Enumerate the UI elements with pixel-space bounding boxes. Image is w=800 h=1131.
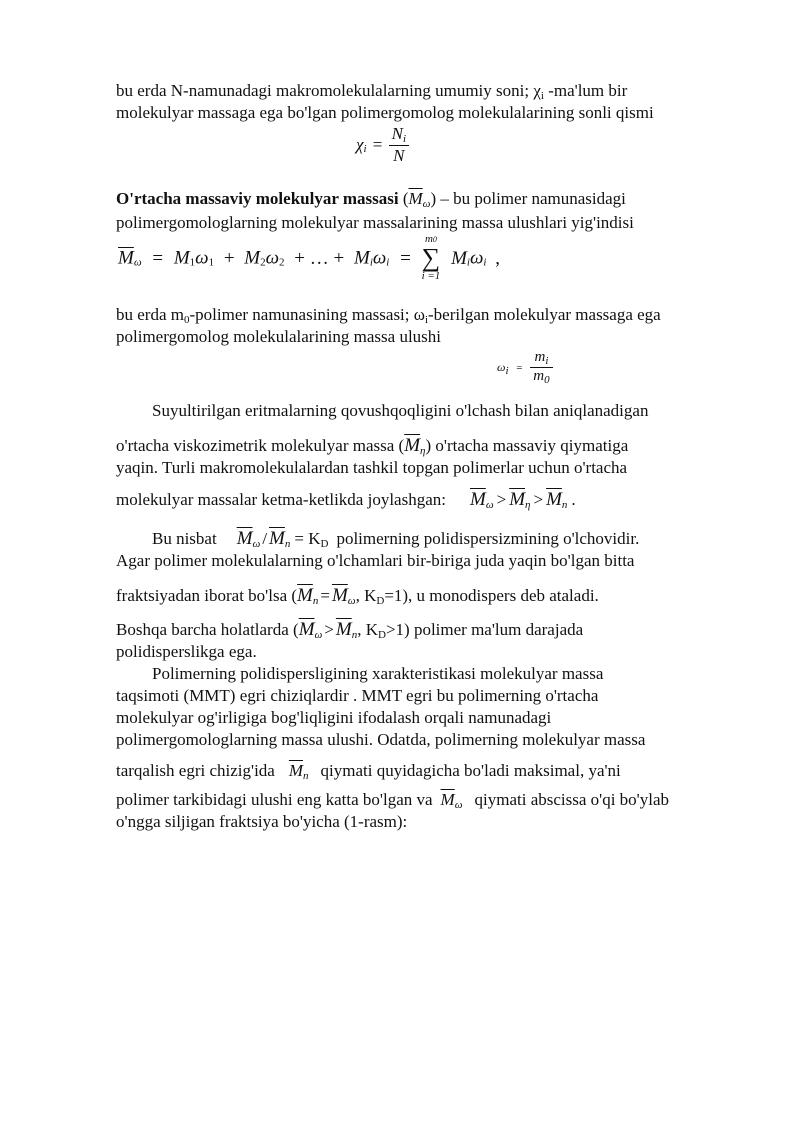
subscript: 1	[189, 256, 196, 269]
formula-symbol: ω	[497, 360, 506, 374]
bold-term: O'rtacha massaviy molekulyar massasi	[116, 189, 399, 208]
formula-symbol: $\overline{M}$	[440, 790, 455, 809]
text-span: o'rtacha viskozimetrik molekulyar massa (	[116, 436, 405, 455]
text-span: molekulyar massalar ketma-ketlikda joylashgan:	[116, 490, 446, 509]
sum-lower-limit: i =1	[421, 270, 441, 282]
summation	[422, 234, 441, 282]
ellipsis: + … +	[294, 247, 345, 269]
subscript: ω	[347, 595, 356, 607]
formula-symbol: $\overline{M}$	[288, 761, 304, 780]
text-line	[116, 102, 654, 124]
subscript: n	[303, 770, 309, 782]
equals-sign: =	[152, 247, 164, 269]
text-span: o'ngga siljigan fraktsiya bo'yicha (1-rasm):	[116, 812, 408, 831]
subscript: 0	[544, 374, 550, 386]
formula-symbol: m	[534, 349, 546, 365]
text-line	[116, 729, 645, 751]
text-line	[116, 550, 634, 572]
formula-symbol: $\overline{M}$	[297, 585, 313, 606]
text-span: (	[398, 189, 409, 208]
text-line	[116, 641, 257, 663]
formula-symbol: $\overline{M}$	[269, 528, 285, 549]
subscript: i	[402, 133, 407, 145]
formula-symbol: $\overline{M}$	[331, 585, 348, 606]
formula-omega	[497, 349, 553, 386]
text-span: -polimer namunasining massasi; ω	[189, 305, 425, 324]
text-span: -ma'lum bir	[543, 81, 628, 100]
subscript: ω	[422, 198, 431, 210]
text-span: Bu nisbat	[152, 529, 217, 548]
text-span: fraktsiyadan iborat bo'lsa (	[116, 586, 298, 605]
text-span: , K	[357, 620, 378, 639]
formula-symbol: M	[353, 247, 370, 269]
text-span: Polimerning polidispersligining xarakteristikasi molekulyar massa	[152, 664, 604, 683]
text-span: polimergomolog molekulalarining massa ulushi	[116, 327, 442, 346]
subscript: n	[351, 629, 358, 641]
subscript: i	[363, 142, 367, 155]
subscript: 0	[183, 314, 190, 326]
subscript: i	[369, 256, 373, 269]
subscript: i	[505, 364, 509, 377]
text-line	[116, 811, 407, 833]
subscript: 1	[208, 256, 215, 269]
subscript: i	[545, 355, 549, 367]
text-line	[116, 489, 576, 516]
equals-sign: =	[372, 135, 383, 154]
formula-chi	[356, 124, 409, 166]
text-span: Suyultirilgan eritmalarning qovushqoqligini o'lchash bilan aniqlanadigan	[152, 401, 649, 420]
text-span: qiymati abscissa o'qi bo'ylab	[474, 790, 670, 809]
subscript: n	[284, 538, 291, 550]
text-span: -berilgan molekulyar massaga ega	[428, 305, 661, 324]
formula-symbol: ω	[372, 247, 387, 269]
text-line	[116, 760, 621, 787]
formula-symbol: M	[451, 247, 467, 269]
text-span: polimerning polidispersizmining o'lchovidir.	[336, 529, 640, 548]
fraction	[530, 349, 552, 386]
slash: /	[262, 529, 268, 548]
text-span: Boshqa barcha holatlarda (	[116, 620, 299, 639]
equals-sign: =	[400, 247, 411, 269]
text-line	[116, 212, 634, 234]
text-span: molekulyar og'irligiga bog'liqligini ifodalash orqali namunadagi	[116, 708, 552, 727]
text-span: molekulyar massaga ega bo'lgan polimergomolog molekulalarining sonli qismi	[116, 103, 654, 122]
numerator	[389, 124, 409, 146]
denominator: N	[393, 146, 405, 165]
text-line	[152, 400, 648, 422]
text-span: = K	[294, 529, 321, 548]
subscript: i	[466, 256, 470, 269]
subscript: 2	[260, 256, 266, 269]
text-span: taqsimoti (MMT) egri chiziqlardir . MMT egri bu polimerning o'rtacha	[116, 686, 599, 705]
text-span: qiymati quyidagicha bo'ladi maksimal, ya'ni	[320, 761, 621, 780]
formula-symbol: M	[244, 247, 261, 269]
text-span: yaqin. Turli makromolekulalardan tashkil topgan polimerlar uchun o'rtacha	[116, 458, 628, 477]
text-line	[116, 457, 627, 479]
formula-symbol: $\overline{M}$	[509, 489, 526, 510]
text-span: bu erda m	[116, 305, 184, 324]
sigma-icon: ∑	[421, 243, 441, 272]
formula-symbol: $\overline{M}$	[546, 489, 562, 510]
subscript: n	[561, 499, 568, 511]
text-line	[116, 707, 551, 729]
text-span: Agar polimer molekulalarning o'lchamlari bir-biriga juda yaqin bo'lgan bitta	[116, 551, 635, 570]
subscript: η	[420, 445, 426, 457]
text-span: polimergomologlarning molekulyar massalarining massa ulushlari yig'indisi	[116, 213, 634, 232]
plus-sign: +	[223, 247, 235, 269]
subscript: i	[483, 256, 487, 269]
denominator	[530, 368, 552, 386]
subscript: η	[525, 499, 531, 511]
text-line	[116, 685, 598, 707]
subscript: n	[312, 595, 319, 607]
subscript: D	[320, 538, 329, 550]
formula-symbol: $\overline{M}$	[404, 435, 421, 456]
greater-sign: >	[324, 620, 334, 639]
subscript: 0	[432, 235, 437, 244]
formula-symbol: $\overline{M}$	[335, 619, 352, 640]
text-span: ) o'rtacha massaviy qiymatiga	[425, 436, 629, 455]
subscript: ω	[485, 499, 494, 511]
sum-limit-text: m	[424, 233, 433, 245]
formula-symbol: $\overline{M}$	[298, 619, 315, 640]
text-span: tarqalish egri chizig'ida	[116, 761, 275, 780]
text-span: =1), u monodispers deb ataladi.	[384, 586, 599, 605]
formula-symbol: m	[533, 368, 545, 384]
subscript: i	[386, 256, 390, 269]
equals-sign: =	[320, 586, 330, 605]
text-span: .	[571, 490, 576, 509]
formula-mw-sum	[118, 234, 500, 282]
text-span: polidisperslikga ega.	[116, 642, 257, 661]
text-span: >1) polimer ma'lum darajada	[385, 620, 584, 639]
formula-symbol: ω	[265, 247, 280, 269]
formula-symbol: χ	[356, 135, 364, 154]
subscript: ω	[314, 629, 323, 641]
text-line	[116, 585, 599, 612]
text-span: bu erda N-namunadagi makromolekulalarning umumiy soni; χ	[116, 81, 541, 100]
comma: ,	[495, 247, 500, 269]
subscript: D	[376, 595, 385, 607]
text-span: polimer tarkibidagi ulushi eng katta bo'lgan va	[116, 790, 433, 809]
subscript: ω	[133, 256, 142, 269]
text-line	[152, 663, 603, 685]
formula-symbol: M	[173, 247, 190, 269]
formula-symbol: N	[391, 124, 403, 143]
subscript: 2	[279, 256, 285, 269]
formula-symbol: ω	[469, 247, 484, 269]
formula-symbol: $\overline{M}$	[408, 189, 423, 208]
formula-symbol: $\overline{M}$	[236, 528, 253, 549]
fraction	[389, 124, 409, 166]
greater-sign: >	[496, 490, 507, 509]
greater-sign: >	[533, 490, 544, 509]
text-span: ) – bu polimer namunasidagi	[430, 189, 626, 208]
subscript: D	[378, 629, 386, 641]
formula-symbol: $\overline{M}$	[469, 489, 486, 510]
formula-symbol: $\overline{M}$	[118, 247, 134, 269]
subscript: ω	[252, 538, 261, 550]
subscript: i	[424, 314, 429, 326]
text-span: polimergomologlarning massa ulushi. Odatda, polimerning molekulyar massa	[116, 730, 646, 749]
text-line	[116, 188, 626, 215]
text-span: , K	[355, 586, 377, 605]
formula-symbol: ω	[195, 247, 209, 269]
numerator	[530, 349, 552, 368]
text-line	[116, 326, 441, 348]
equals-sign: =	[516, 361, 523, 374]
subscript: ω	[454, 799, 463, 811]
subscript: i	[540, 90, 544, 102]
